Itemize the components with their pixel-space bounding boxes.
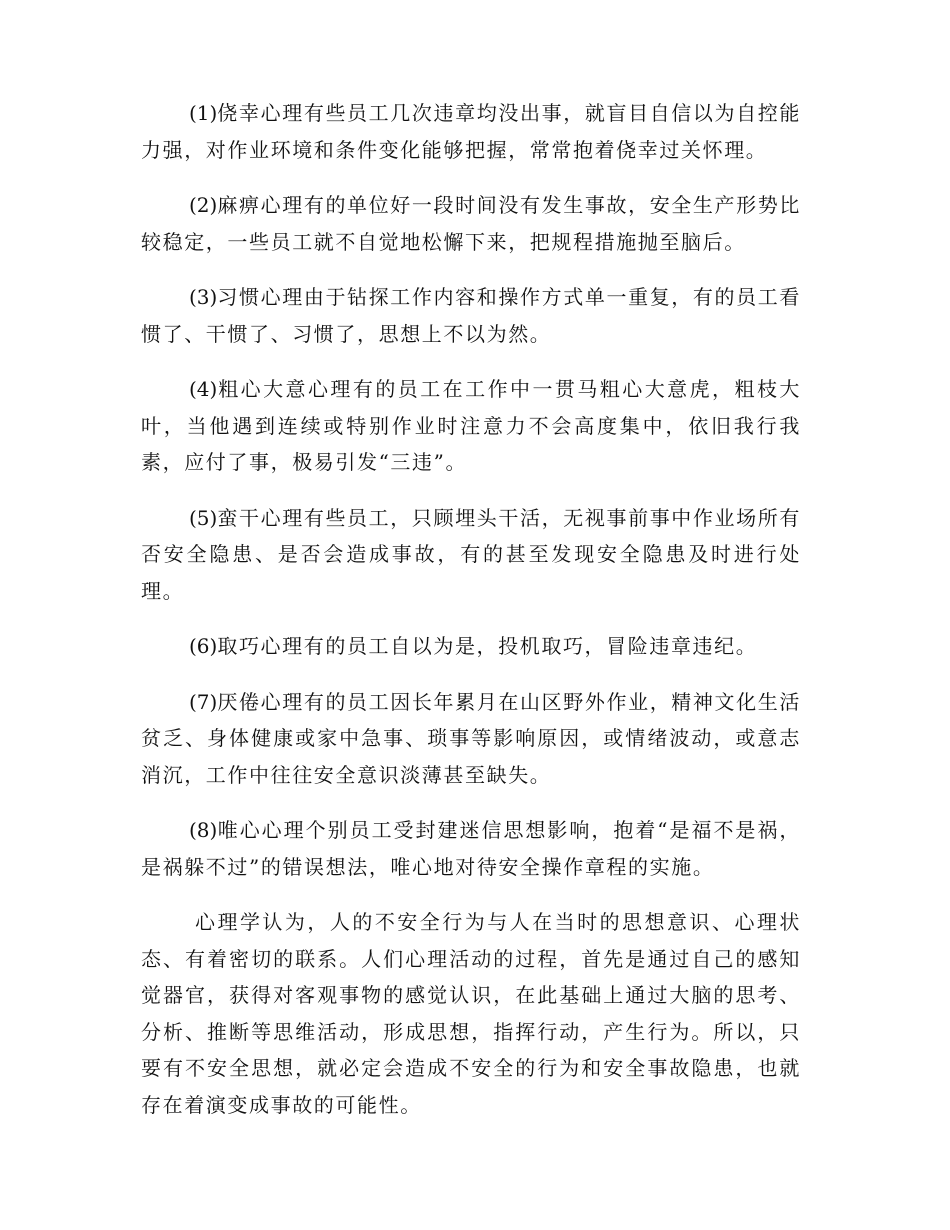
paragraph-4 [141,371,801,481]
paragraph-number: (8) [189,818,218,842]
paragraph-text: 厌倦心理有的员工因长年累月在山区野外作业，精神文化生活贫乏、身体健康或家中急事、琐事等影响原因，或情绪波动，或意志消沉，工作中往往安全意识淡薄甚至缺失。 [141,689,801,787]
paragraph-number: (6) [189,634,218,658]
paragraph-1 [141,95,801,168]
paragraph-3 [141,279,801,352]
paragraph-text: 侥幸心理有些员工几次违章均没出事，就盲目自信以为自控能力强，对作业环境和条件变化能够把握，常常抱着侥幸过关怀理。 [141,101,801,162]
paragraph-number: (5) [189,505,218,530]
paragraph-text: 蛮干心理有些员工，只顾埋头干活，无视事前事中作业场所有否安全隐患、是否会造成事故，有的甚至发现安全隐患及时进行处理。 [141,505,801,603]
paragraph-text: 麻痹心理有的单位好一段时间没有发生事故，安全生产形势比较稳定，一些员工就不自觉地松懈下来，把规程措施抛至脑后。 [141,193,801,254]
paragraph-text: 取巧心理有的员工自以为是，投机取巧，冒险违章违纪。 [217,634,758,658]
closing-paragraph: 心理学认为，人的不安全行为与人在当时的思想意识、心理状态、有着密切的联系。人们心理活动的过程，首先是通过自己的感知觉器官，获得对客观事物的感觉认识，在此基础上通过大脑的思考、分析、推断等思维活动，形成思想，指挥行动，产生行为。所以，只要有不安全思想，就必定会造成不安全的行为和安全事故隐患，也就存在着演变成事故的可能性。 [141,910,801,1117]
paragraph-5 [141,500,801,610]
paragraph-7 [141,684,801,794]
paragraph-text: 粗心大意心理有的员工在工作中一贯马粗心大意虎，粗枝大叶，当他遇到连续或特别作业时注意力不会高度集中，依旧我行我素，应付了事，极易引发“三违”。 [141,377,801,474]
paragraph-number: (1) [189,101,218,125]
paragraph-text: 习惯心理由于钻探工作内容和操作方式单一重复，有的员工看惯了、干惯了、习惯了，思想上不以为然。 [141,285,801,346]
paragraph-2 [141,187,801,260]
paragraph-8 [141,812,801,885]
paragraph-number: (3) [189,285,218,309]
document-body [141,95,801,1142]
paragraph-number: (2) [189,193,218,217]
paragraph-6 [141,628,801,665]
paragraph-text: 唯心心理个别员工受封建迷信思想影响，抱着“是福不是祸，是祸躲不过”的错误想法，唯心地对待安全操作章程的实施。 [141,818,801,879]
paragraph-number: (4) [189,377,218,401]
paragraph-number: (7) [189,689,218,714]
